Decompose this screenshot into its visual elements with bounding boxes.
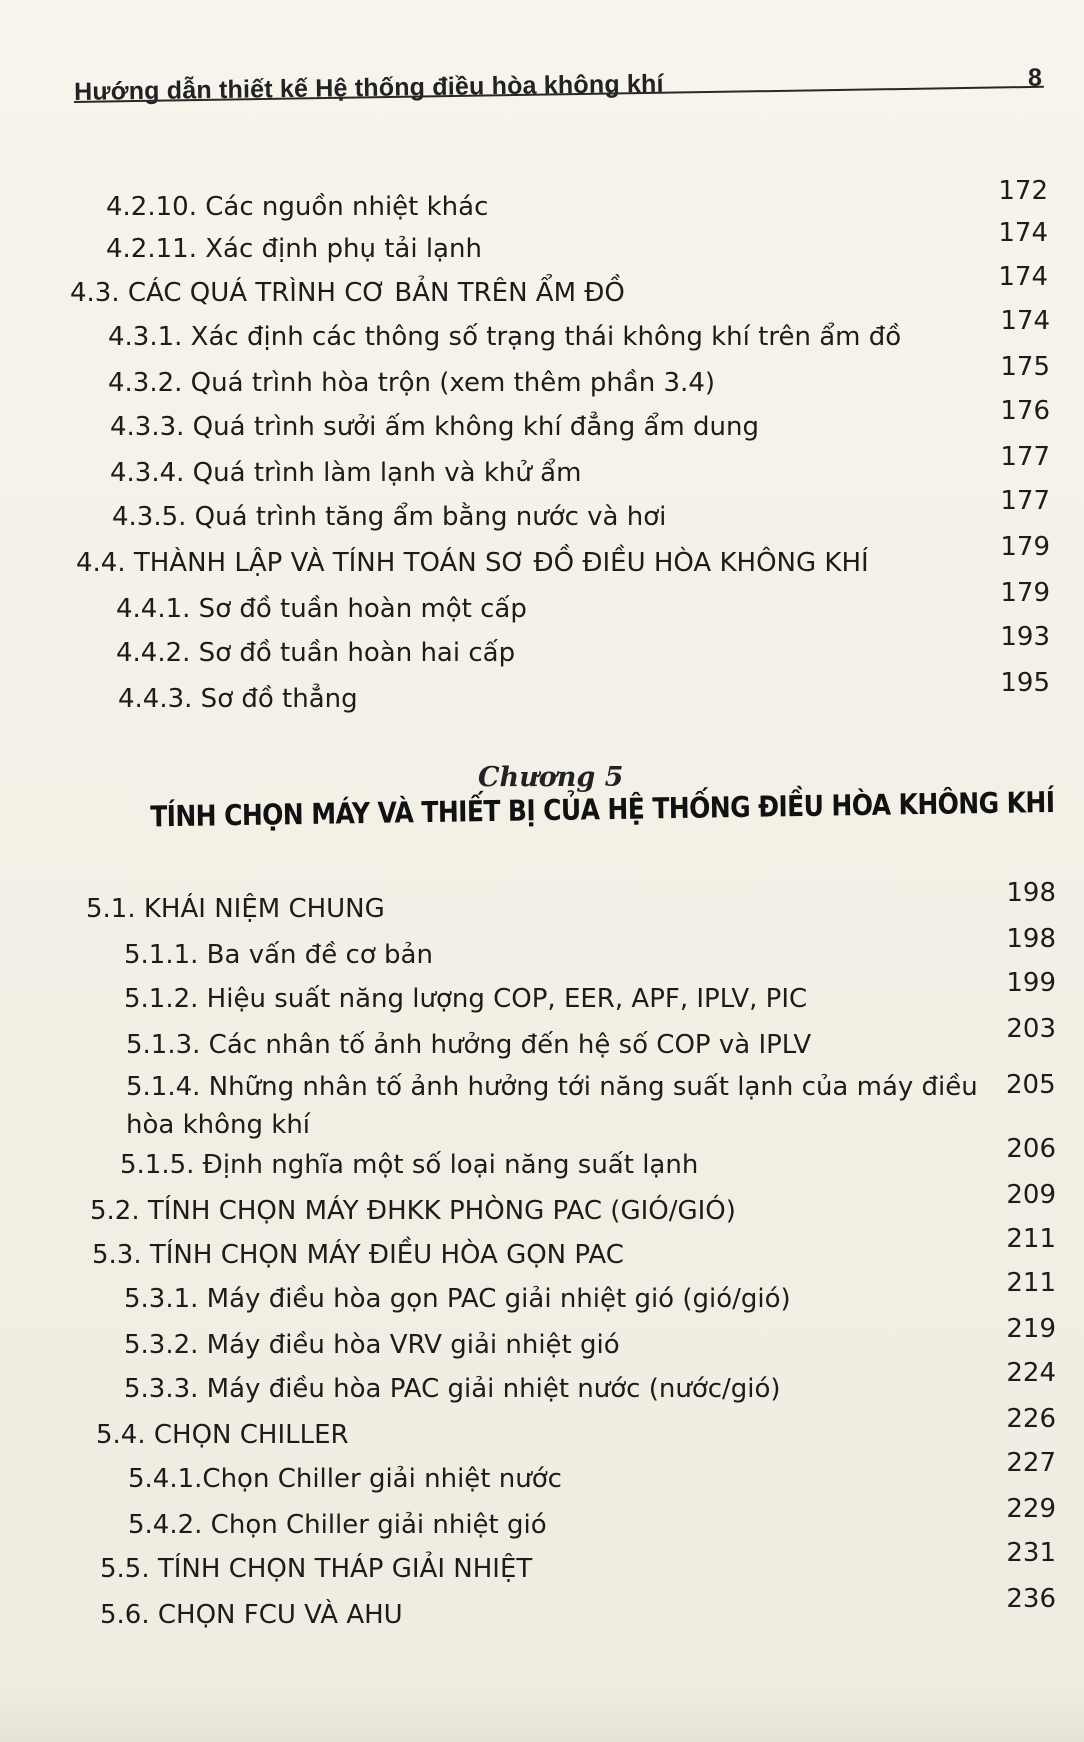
toc-entry-label: 4.4.2. Sơ đồ tuần hoàn hai cấp — [116, 638, 516, 668]
toc-entry-page: 199 — [1006, 968, 1056, 998]
chapter-title: TÍNH CHỌN MÁY VÀ THIẾT BỊ CỦA HỆ THỐNG ĐIỀU HÒA KHÔNG KHÍ — [150, 785, 1055, 834]
toc-entry-label: 4.3.5. Quá trình tăng ẩm bằng nước và hơi — [112, 502, 667, 532]
toc-entry-page: 224 — [1006, 1358, 1056, 1388]
toc-entry-page: 175 — [1000, 352, 1050, 382]
toc-entry-page: 236 — [1006, 1584, 1056, 1614]
toc-entry-page: 209 — [1006, 1180, 1056, 1210]
toc-entry-page: 198 — [1006, 878, 1056, 908]
toc-entry-page: 179 — [1000, 578, 1050, 608]
toc-entry-label: 4.2.11. Xác định phụ tải lạnh — [106, 234, 482, 264]
toc-entry-page: 226 — [1006, 1404, 1056, 1434]
toc-entry-label: 4.4.3. Sơ đồ thẳng — [118, 684, 358, 714]
toc-entry-label: 5.3. TÍNH CHỌN MÁY ĐIỀU HÒA GỌN PAC — [92, 1240, 624, 1270]
toc-entry-page: 219 — [1006, 1314, 1056, 1344]
toc-entry-label-line1: 5.1.4. Những nhân tố ảnh hưởng tới năng suất lạnh của máy điều — [126, 1072, 978, 1102]
toc-entry-page: 174 — [998, 218, 1048, 248]
toc-entry-label: 5.1.5. Định nghĩa một số loại năng suất lạnh — [120, 1150, 699, 1180]
page-bottom-shading — [0, 1690, 1084, 1742]
toc-entry-label: 5.3.2. Máy điều hòa VRV giải nhiệt gió — [124, 1330, 620, 1360]
toc-entry-label: 5.6. CHỌN FCU VÀ AHU — [100, 1600, 403, 1630]
toc-entry-label: 4.4. THÀNH LẬP VÀ TÍNH TOÁN SƠ ĐỒ ĐIỀU HÒA KHÔNG KHÍ — [76, 548, 869, 578]
toc-entry-page: 172 — [998, 176, 1048, 206]
toc-entry-page: 211 — [1006, 1224, 1056, 1254]
toc-entry-label: 5.1.1. Ba vấn đề cơ bản — [124, 940, 433, 970]
toc-entry-label: 5.4. CHỌN CHILLER — [96, 1420, 349, 1450]
toc-entry-label: 5.3.3. Máy điều hòa PAC giải nhiệt nước (nước/gió) — [124, 1374, 781, 1404]
toc-entry-label: 5.1. KHÁI NIỆM CHUNG — [86, 894, 385, 924]
toc-entry-page: 193 — [1000, 622, 1050, 652]
toc-entry-page: 205 — [1006, 1070, 1056, 1100]
toc-entry-page: 195 — [1000, 668, 1050, 698]
toc-entry-multiline — [126, 1068, 1056, 1144]
toc-entry-page: 229 — [1006, 1494, 1056, 1524]
toc-entry-page: 176 — [1000, 396, 1050, 426]
running-header-title: Hướng dẫn thiết kế Hệ thống điều hòa không khí — [74, 69, 664, 106]
toc-entry-page: 177 — [1000, 442, 1050, 472]
toc-entry-label: 4.3.1. Xác định các thông số trạng thái không khí trên ẩm đồ — [108, 322, 902, 352]
toc-entry-label: 5.4.2. Chọn Chiller giải nhiệt gió — [128, 1510, 547, 1540]
toc-entry-label: 4.4.1. Sơ đồ tuần hoàn một cấp — [116, 594, 527, 624]
toc-entry-label: 5.3.1. Máy điều hòa gọn PAC giải nhiệt gió (gió/gió) — [124, 1284, 791, 1314]
toc-entry-label: 4.3.2. Quá trình hòa trộn (xem thêm phần 3.4) — [108, 368, 716, 398]
toc-entry-page: 174 — [998, 262, 1048, 292]
toc-entry-label: 5.2. TÍNH CHỌN MÁY ĐHKK PHÒNG PAC (GIÓ/GIÓ) — [90, 1196, 736, 1226]
toc-entry-label-line2: hòa không khí — [126, 1110, 311, 1140]
toc-entry-label: 5.1.3. Các nhân tố ảnh hưởng đến hệ số COP và IPLV — [126, 1030, 812, 1060]
toc-entry-page: 227 — [1006, 1448, 1056, 1478]
toc-entry-page: 179 — [1000, 532, 1050, 562]
toc-entry-label: 5.5. TÍNH CHỌN THÁP GIẢI NHIỆT — [100, 1554, 533, 1584]
toc-entry-page: 203 — [1006, 1014, 1056, 1044]
toc-entry-page: 198 — [1006, 924, 1056, 954]
toc-entry-page: 211 — [1006, 1268, 1056, 1298]
toc-entry-page: 174 — [1000, 306, 1050, 336]
toc-entry-label: 4.2.10. Các nguồn nhiệt khác — [106, 192, 489, 222]
toc-entry-page: 231 — [1006, 1538, 1056, 1568]
page-number: 8 — [1028, 64, 1042, 92]
toc-entry-page: 206 — [1006, 1134, 1056, 1164]
toc-entry-label: 5.4.1.Chọn Chiller giải nhiệt nước — [128, 1464, 562, 1494]
toc-entry-label: 4.3.4. Quá trình làm lạnh và khử ẩm — [110, 458, 582, 488]
chapter-label: Chương 5 — [478, 762, 624, 793]
toc-entry-page: 177 — [1000, 486, 1050, 516]
toc-entry-label: 4.3.3. Quá trình sưởi ấm không khí đẳng ẩm dung — [110, 412, 759, 442]
toc-entry-label: 5.1.2. Hiệu suất năng lượng COP, EER, APF, IPLV, PIC — [124, 984, 808, 1014]
toc-entry-label: 4.3. CÁC QUÁ TRÌNH CƠ BẢN TRÊN ẨM ĐỒ — [70, 278, 625, 308]
